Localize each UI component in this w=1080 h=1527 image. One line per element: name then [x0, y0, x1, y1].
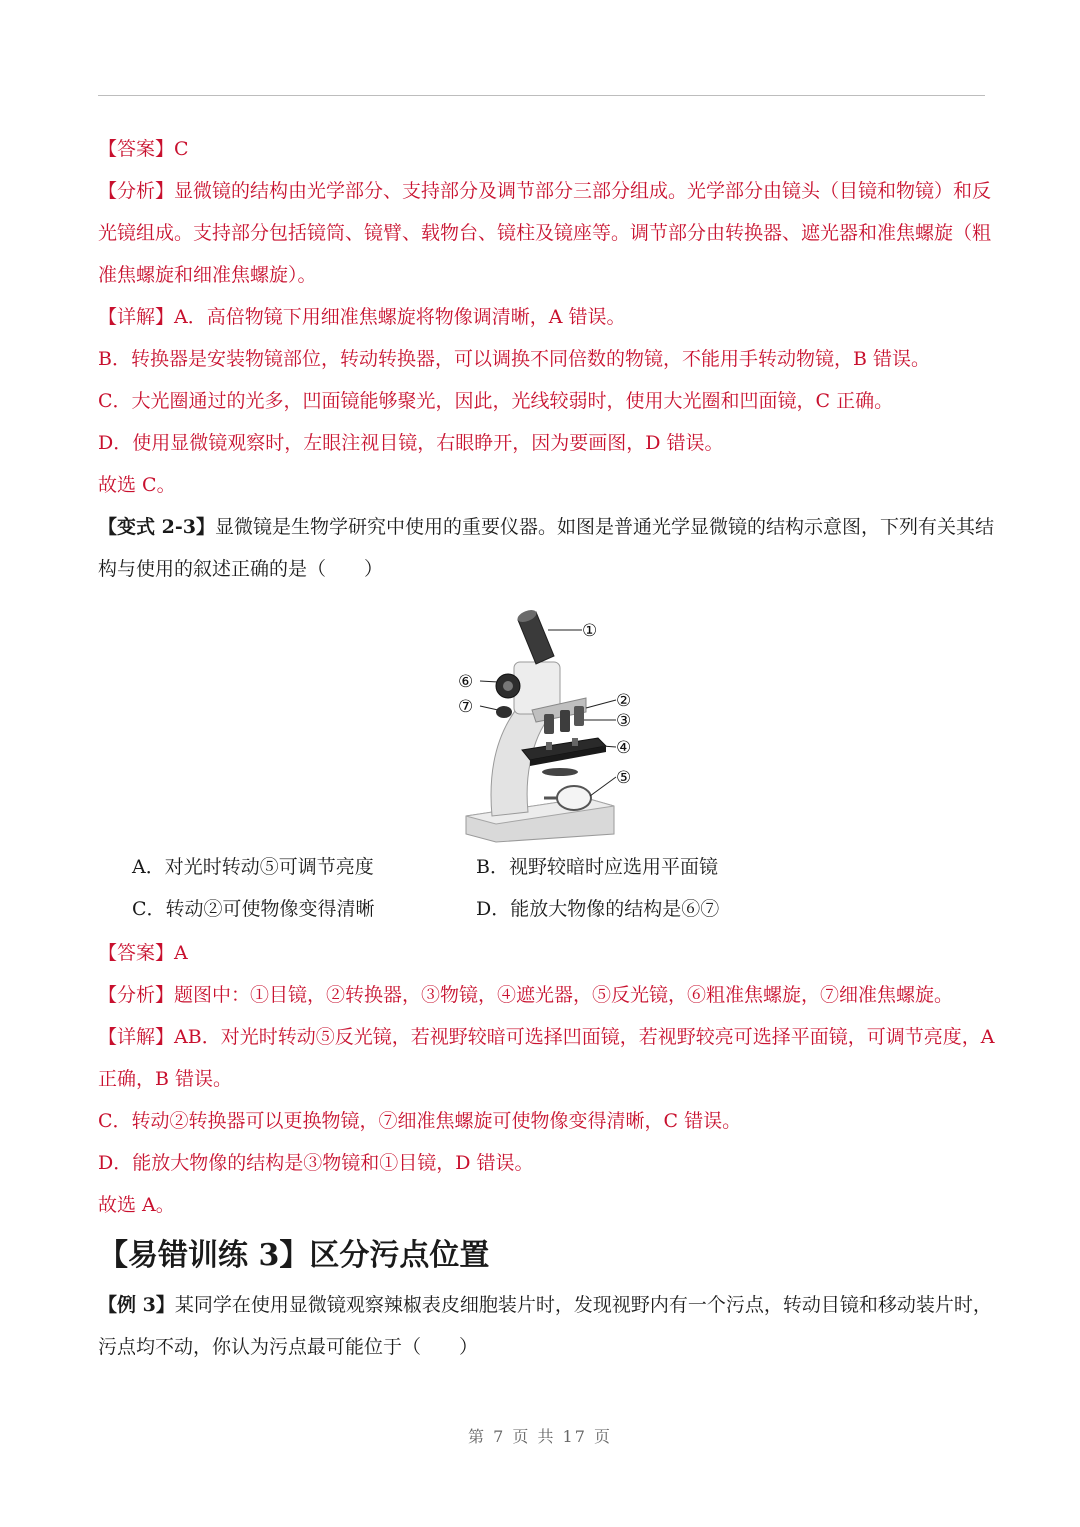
detail-2-line-1	[98, 1016, 995, 1058]
label-5: ⑤	[616, 768, 632, 788]
detail-1-conclusion: 故选 C。	[98, 474, 176, 496]
detail-2-conclusion: 故选 A。	[98, 1194, 175, 1216]
objective-3	[574, 706, 584, 726]
coarse-focus-knob-center	[503, 681, 513, 691]
detail-1-line-c: C．大光圈通过的光多，凹面镜能够聚光，因此，光线较弱时，使用大光圈和凹面镜，C 正确。	[98, 390, 894, 412]
answer-1-text: C	[174, 138, 189, 160]
stage-clip-2	[572, 738, 578, 746]
stage-clip-1	[546, 742, 552, 750]
example-text-1: 某同学在使用显微镜观察辣椒表皮细胞装片时，发现视野内有一个污点，转动目镜和移动装片时，	[174, 1294, 992, 1316]
label-3: ③	[616, 711, 632, 731]
analysis-2-tag: 【分析】	[98, 984, 175, 1006]
detail-2-line-d: D．能放大物像的结构是③物镜和①目镜，D 错误。	[98, 1152, 534, 1174]
option-d[interactable]: D．能放大物像的结构是⑥⑦	[476, 898, 720, 920]
question-tag: 【变式 2-3】	[98, 516, 215, 538]
detail-1-text-a: A．高倍物镜下用细准焦螺旋将物像调清晰，A 错误。	[174, 306, 626, 328]
leader-6	[480, 681, 498, 682]
objective-2	[560, 710, 570, 732]
question-line-1	[98, 506, 994, 548]
analysis-1-line-3: 准焦螺旋和细准焦螺旋）。	[98, 264, 317, 286]
option-a[interactable]: A．对光时转动⑤可调节亮度	[132, 856, 374, 878]
label-7: ⑦	[458, 697, 474, 717]
answer-1-tag: 【答案】	[98, 138, 175, 160]
analysis-2-text: 题图中：①目镜，②转换器，③物镜，④遮光器，⑤反光镜，⑥粗准焦螺旋，⑦细准焦螺旋。	[174, 984, 954, 1006]
analysis-1-tag: 【分析】	[98, 180, 175, 202]
answer-1	[98, 128, 988, 170]
option-c[interactable]: C．转动②可使物像变得清晰	[132, 898, 375, 920]
detail-1-line-d: D．使用显微镜观察时，左眼注视目镜，右眼睁开，因为要画图，D 错误。	[98, 432, 724, 454]
example-line-1	[98, 1284, 992, 1326]
leader-7	[480, 706, 498, 710]
options	[98, 846, 988, 932]
question-line-2: 构与使用的叙述正确的是（ ）	[98, 558, 384, 580]
question-text-1: 显微镜是生物学研究中使用的重要仪器。如图是普通光学显微镜的结构示意图，下列有关其结	[214, 516, 994, 538]
section-title: 【易错训练 3】区分污点位置	[98, 1238, 490, 1273]
header-rule	[98, 95, 985, 96]
analysis-1-line-2: 光镜组成。支持部分包括镜筒、镜臂、载物台、镜柱及镜座等。调节部分由转换器、遮光器和准焦螺旋（粗	[98, 222, 992, 244]
label-2: ②	[616, 691, 632, 711]
label-1: ①	[582, 621, 598, 641]
diaphragm	[542, 768, 578, 776]
analysis-1-text-1: 显微镜的结构由光学部分、支持部分及调节部分三部分组成。光学部分由镜头（目镜和物镜）和反	[174, 180, 992, 202]
detail-2-line-2: 正确，B 错误。	[98, 1068, 233, 1090]
fine-focus-knob	[496, 706, 512, 718]
page-content	[98, 128, 995, 1368]
objective-1	[544, 714, 554, 734]
example-tag: 【例 3】	[98, 1294, 175, 1316]
detail-1-line-a	[98, 296, 988, 338]
analysis-1-line-1	[98, 170, 992, 212]
option-b[interactable]: B．视野较暗时应选用平面镜	[476, 856, 718, 878]
leader-5	[590, 777, 616, 796]
answer-2-text: A	[174, 942, 188, 964]
mirror	[557, 786, 591, 810]
label-4: ④	[616, 738, 632, 758]
detail-2-text-1: AB．对光时转动⑤反光镜，若视野较暗可选择凹面镜，若视野较亮可选择平面镜，可调节亮度，A	[174, 1026, 995, 1048]
detail-1-tag: 【详解】	[98, 306, 175, 328]
detail-1-line-b: B．转换器是安装物镜部位，转动转换器，可以调换不同倍数的物镜，不能用手转动物镜，B 错误。	[98, 348, 930, 370]
answer-2	[98, 932, 988, 974]
page-footer: 第 7 页 共 17 页	[468, 1427, 612, 1446]
analysis-2	[98, 974, 988, 1016]
answer-2-tag: 【答案】	[98, 942, 175, 964]
microscope-figure	[436, 602, 676, 846]
example-line-2: 污点均不动，你认为污点最可能位于（ ）	[98, 1336, 479, 1358]
detail-2-line-c: C．转动②转换器可以更换物镜，⑦细准焦螺旋可使物像变得清晰，C 错误。	[98, 1110, 742, 1132]
detail-2-tag: 【详解】	[98, 1026, 175, 1048]
label-6: ⑥	[458, 672, 474, 692]
leader-2	[586, 700, 616, 708]
